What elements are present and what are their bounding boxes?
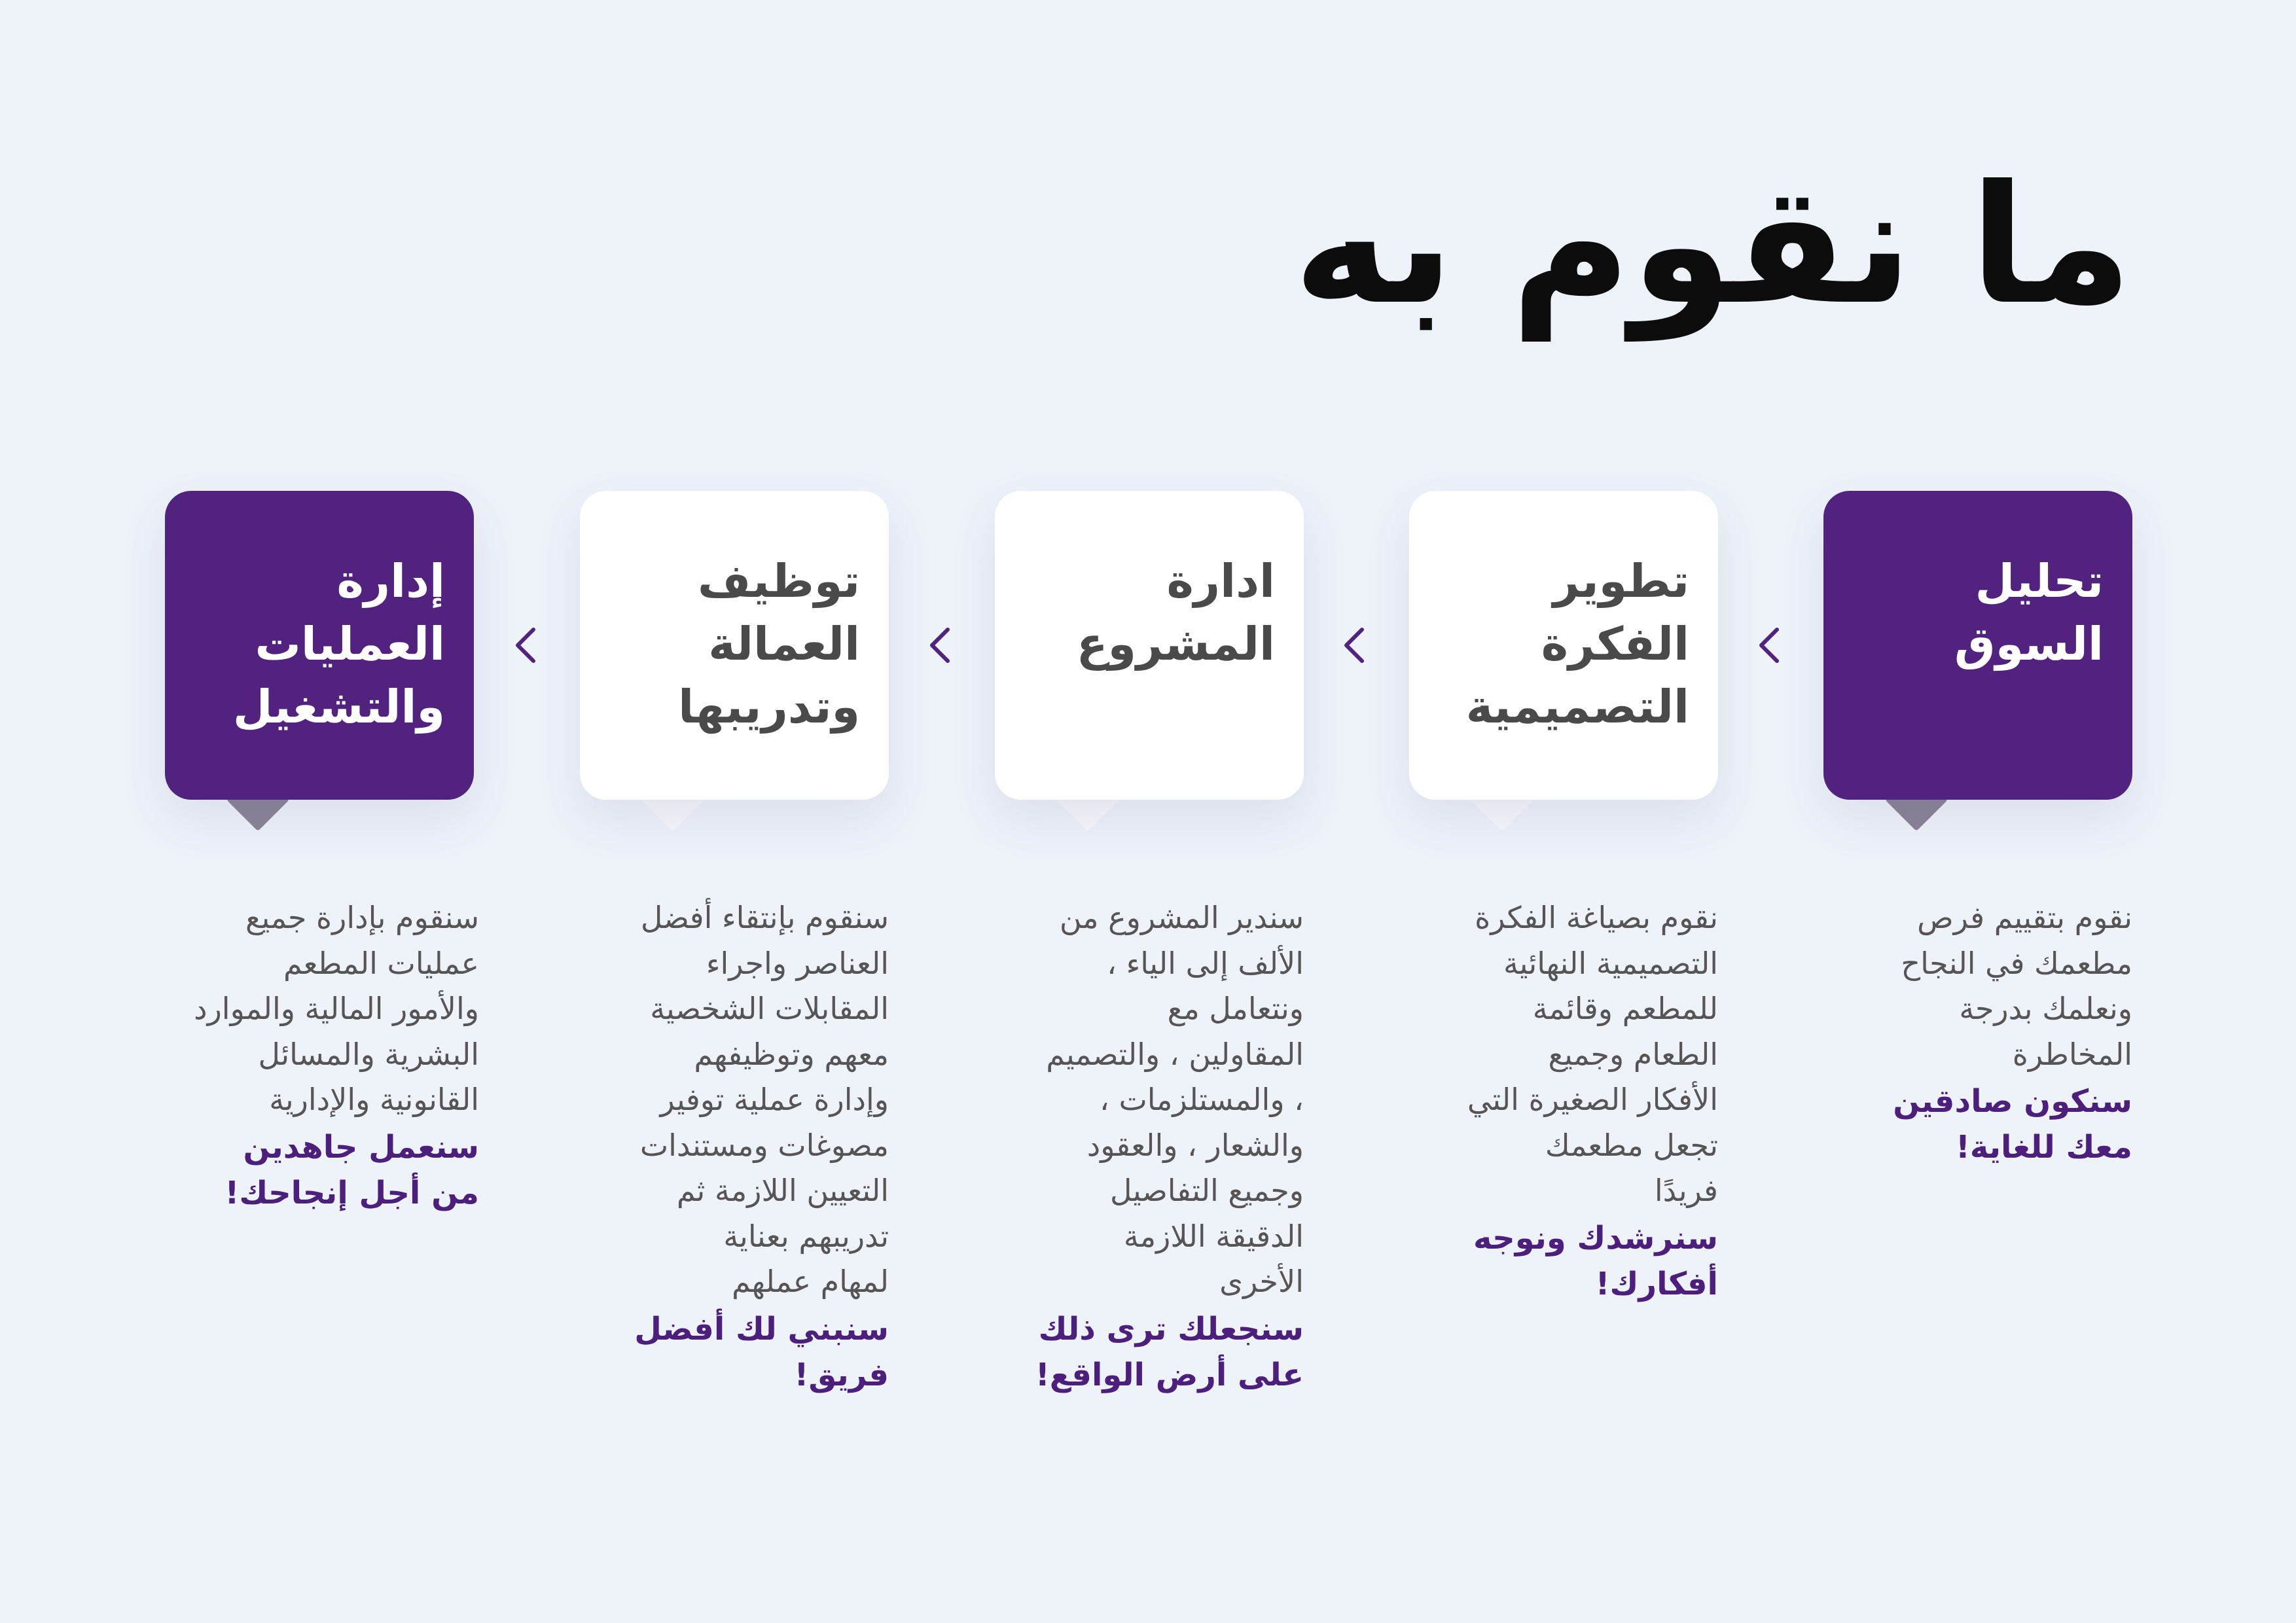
- card-pointer-tail: [1885, 768, 1948, 831]
- card-pointer-tail: [226, 768, 289, 831]
- step-description-market-analysis: [1753, 895, 2132, 1170]
- step-description-text: سندير المشروع من الألف إلى الياء ، ونتعامل مع المقاولين ، والتصميم ، والمستلزمات ، والشعار ، والعقود وجميع التفاصيل الدقيقة اللازمة الأخرى: [1046, 900, 1304, 1299]
- step-description-text: سنقوم بإنتقاء أفضل العناصر واجراء المقابلات الشخصية معهم وتوظيفهم وإدارة عملية توفير مصوغات ومستندات التعيين اللازمة ثم تدريبهم بعناية لمهام عملهم: [639, 900, 889, 1299]
- step-highlight-text: سنبني لك أفضل فريق!: [634, 1310, 889, 1393]
- step-highlight-text: سنكون صادقين معك للغاية!: [1893, 1083, 2132, 1166]
- step-description-text: نقوم بتقييم فرص مطعمك في النجاح ونعلمك بدرجة المخاطرة: [1901, 900, 2132, 1072]
- step-description-project-management: [924, 895, 1304, 1398]
- step-card-title: تطوير الفكرة التصميمية: [1465, 554, 1689, 734]
- step-card-design-concept: [1409, 491, 1718, 800]
- step-card-title: توظيف العمالة وتدريبها: [678, 554, 860, 734]
- page-title: ما نقوم به: [1293, 150, 2132, 340]
- step-highlight-text: سنرشدك ونوجه أفكارك!: [1473, 1219, 1718, 1302]
- step-card-operations: [165, 491, 474, 800]
- step-highlight-text: سنعمل جاهدين من أجل إنجاحك!: [224, 1128, 479, 1211]
- step-card-project-management: [995, 491, 1304, 800]
- chevron-left-icon: [923, 627, 960, 664]
- step-card-title: إدارة العمليات والتشغيل: [232, 554, 445, 734]
- step-description-operations: [99, 895, 479, 1216]
- step-highlight-text: سنجعلك ترى ذلك على أرض الواقع!: [1035, 1310, 1304, 1393]
- step-description-design-concept: [1338, 895, 1718, 1307]
- card-pointer-tail: [1056, 768, 1119, 831]
- step-description-staff-hiring: [509, 895, 889, 1398]
- chevron-left-icon: [509, 627, 545, 664]
- chevron-left-icon: [1752, 627, 1789, 664]
- step-card-staff-hiring: [580, 491, 889, 800]
- card-pointer-tail: [1471, 768, 1534, 831]
- card-pointer-tail: [641, 768, 704, 831]
- step-card-title: تحليل السوق: [1954, 554, 2104, 671]
- step-card-title: ادارة المشروع: [1076, 554, 1275, 671]
- step-description-text: نقوم بصياغة الفكرة التصميمية النهائية للمطعم وقائمة الطعام وجميع الأفكار الصغيرة التي تجعل مطعمك فريدًا: [1467, 900, 1718, 1208]
- step-description-text: سنقوم بإدارة جميع عمليات المطعم والأمور المالية والموارد البشرية والمسائل القانونية والإدارية: [194, 900, 479, 1117]
- chevron-left-icon: [1337, 627, 1374, 664]
- step-card-market-analysis: [1823, 491, 2132, 800]
